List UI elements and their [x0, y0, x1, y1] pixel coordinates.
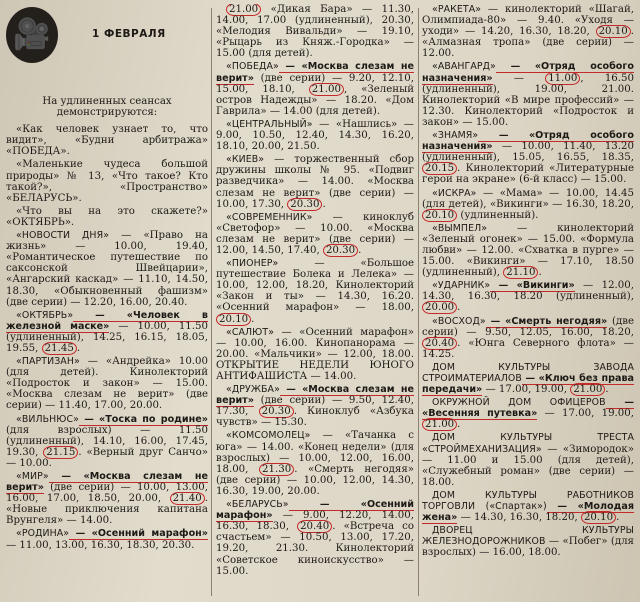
circled-time: 11.00: [545, 72, 580, 85]
cinema-listing: [6, 356, 208, 411]
listing-tail: . «Встреча со счастьем» — 10.50, 13.00, 17.20, 19.20, 21.30. Кинолекторий «Советское киноискусство» — 15.00.: [216, 521, 414, 577]
showtimes: — «Зимородок» — 11.00 и 15.00 (для детей), «Служебный роман» (две серии) — 18.00.: [422, 443, 634, 488]
listing-tail: .: [358, 244, 362, 256]
cinema-name: «УДАРНИК»: [432, 280, 491, 292]
showtimes: — торжественный сбор дружины школы № 95. «Подвиг разведчика» — 14.00. «Москва слезам не верит» (две серии) — 10.00, 17.30,: [216, 154, 414, 210]
circled-time: 21.00: [309, 83, 344, 96]
listing-tail: . «Верный друг Санчо» — 10.00.: [6, 446, 208, 469]
showtimes: «Как человек узнает то, что видит», «Будни арбитража» «ПОБЕДА».: [6, 124, 208, 158]
cinema-name: «ВОСХОД»: [432, 315, 486, 327]
cinema-listing: [216, 499, 414, 577]
cinema-listing: [6, 159, 208, 203]
cinema-listing: [6, 310, 208, 354]
listing-tail: .: [322, 198, 326, 210]
showtimes: — кинолекторий «Шагай, Олимпиада-80» — 9.40. «Уходя — уходи» — 14.20, 16.30, 18.20,: [422, 4, 634, 38]
section-header: [6, 4, 208, 66]
showtimes: — «Тачанка с юга» — 14.00. «Конец недели» (для взрослых) — 10.00, 12.00, 16.00, 18.00,: [216, 430, 414, 475]
circled-time: 20.10: [422, 209, 457, 222]
column-divider: [418, 8, 419, 596]
cinema-listing: [6, 230, 208, 308]
film-title: — «Весенняя путевка»: [422, 397, 634, 420]
listing-tail: .: [457, 302, 461, 314]
film-title: — «Отряд особого назначения»: [422, 130, 634, 153]
cinema-name: «РОДИНА»: [16, 528, 70, 540]
film-title: — «Тоска по родине»: [79, 413, 208, 425]
showtimes: «Маленькие чудеса большой природы» № 13, «Что такое? Кто такой?», «Пространство» «БЕЛАРУСЬ».: [6, 159, 208, 204]
cinema-name: «ОКТЯБРЬ»: [16, 309, 74, 321]
cinema-listing: [422, 61, 634, 128]
film-title: — «Отряд особого назначения»: [422, 61, 634, 84]
cinema-listing: [422, 4, 634, 59]
circled-time: 20.10: [596, 25, 631, 38]
listing-tail: (удлиненный).: [457, 209, 539, 221]
column-1: [6, 4, 208, 600]
cinema-listing: [422, 188, 634, 221]
showtimes: «Что вы на это скажете?» «ОКТЯБРЬ».: [6, 205, 208, 228]
listing-tail: . «Смерть негодяя» (две серии) — 10.00, 12.00, 14.30, 16.30, 19.00, 20.00.: [216, 463, 414, 497]
cinema-listing: [216, 4, 414, 59]
cinema-listing: [422, 223, 634, 278]
cinema-listing: [422, 316, 634, 360]
circled-time: 20.10: [216, 313, 251, 326]
cinema-listing: [216, 258, 414, 325]
cinema-listing: [6, 471, 208, 526]
showtimes: (две серии) — 9.20, 12.10, 15.00, 18.10,: [216, 72, 414, 95]
circled-time: 21.00: [226, 4, 261, 16]
circled-time: 20.30: [259, 405, 294, 418]
column-divider: [211, 8, 212, 596]
cinema-listing: [6, 124, 208, 157]
cinema-name: «БЕЛАРУСЬ»: [226, 499, 289, 511]
showtimes: (две серии) — 9.50, 12.05, 16.00, 18.20,: [422, 315, 634, 338]
listing-tail: . Кинолекторий «Литературные герои на экране» (6-й класс) — 15.00.: [422, 163, 634, 186]
cinema-listing: [422, 525, 634, 558]
showtimes: — киноклуб «Светофор» — 10.00. «Москва слезам не верит» (две серии) — 12.00, 14.50, 17.40,: [216, 211, 414, 256]
film-title: — «Осенний марафон»: [216, 499, 414, 522]
showtimes: — «Нашлись» — 9.00, 10.50, 12.40, 14.30, 16.20, 18.10, 20.00, 21.50.: [216, 118, 414, 153]
section-date: 1 ФЕВРАЛЯ: [92, 28, 166, 41]
listing-tail: , 16.50 (удлиненный), 19.00, 21.00. Кинолекторий «В мире профессий» — 12.30. Кинолекторий «Подросток и закон» — 15.00.: [422, 72, 634, 128]
circled-time: 21.40: [170, 492, 205, 505]
listing-group: [422, 4, 634, 559]
listing-tail: , «Зеленый остров Надежды» — 18.20. «Дом Гаврила» — 14.00 (для детей).: [216, 83, 414, 117]
showtimes: — «Побег» (для взрослых) — 16.00, 18.00.: [422, 536, 634, 559]
circled-time: 20.00: [422, 301, 457, 314]
listing-tail: .: [616, 512, 620, 524]
showtimes: (две серии) — 10.00, 13.00, 16.00, 17.00, 18.50, 20.00,: [6, 482, 208, 505]
showtimes: — 10.00, 11.50 (удлиненный), 14.25, 16.15, 18.05, 19.55,: [6, 320, 208, 354]
cinema-listing: [422, 490, 634, 523]
showtimes: — кинолекторий «Зеленый огонек» — 15.00. «Формула любви» — 12.00. «Схватка в пурге» — 15.00. «Викинги» — 17.10, 18.50 (удлиненный),: [422, 222, 634, 279]
circled-time: 20.40: [422, 337, 457, 350]
film-title: — «Москва слезам не верит»: [216, 384, 414, 407]
circled-time: 20.15: [422, 162, 457, 175]
listing-group: [6, 124, 208, 550]
cinema-listing: [6, 528, 208, 550]
cinema-name: «АВАНГАРД»: [432, 61, 496, 73]
cinema-name: «МИР»: [16, 471, 49, 482]
showtimes: — 9.00, 12.20, 14.00, 16.30, 18.30,: [216, 510, 414, 533]
intro-text: На удлиненных сеансах демонстрируются:: [42, 96, 172, 119]
cinema-name: ДВОРЕЦ КУЛЬТУРЫ ЖЕЛЕЗНОДОРОЖНИКОВ: [422, 525, 634, 548]
cinema-name: «КОМСОМОЛЕЦ»: [226, 430, 311, 442]
circled-time: 21.15: [43, 446, 78, 459]
circled-time: 21.45: [42, 342, 77, 355]
cinema-listing: [216, 154, 414, 209]
circled-time: 21.30: [259, 463, 294, 476]
circled-time: 21.00: [422, 418, 457, 431]
film-title: — «Москва слезам не верит»: [216, 61, 414, 84]
cinema-listing: [216, 119, 414, 152]
circled-time: 20.30: [323, 244, 358, 257]
showtimes: — «Мама» — 10.00, 14.45 (для детей), «Викинги» — 16.30, 18.20,: [422, 187, 634, 210]
film-title: — «Осенний марафон»: [69, 528, 208, 540]
showtimes: — 17.00, 19.00,: [482, 384, 571, 396]
cinema-name: «ИСКРА»: [432, 187, 477, 199]
cinema-name: ОКРУЖНОЙ ДОМ ОФИЦЕРОВ: [432, 397, 606, 409]
showtimes: — 11.00, 13.00, 16.30, 18.30, 20.30.: [6, 539, 195, 551]
listing-tail: .: [457, 419, 461, 431]
cinema-name: «СОВРЕМЕННИК»: [226, 211, 313, 223]
cinema-listing: [422, 130, 634, 185]
listing-tail: .: [605, 384, 609, 396]
film-title: — «Молодая жена»: [422, 501, 634, 524]
showtimes: (две серии) — 9.50, 12.40, 17.30,: [216, 395, 414, 418]
cinema-listing: [6, 414, 208, 469]
cinema-name: «ВЫМПЕЛ»: [432, 222, 488, 234]
cinema-name: «ВИЛЬНЮС»: [16, 413, 80, 425]
cinema-listing: [422, 397, 634, 430]
cinema-name: «НОВОСТИ ДНЯ»: [16, 230, 110, 242]
listing-group: [216, 4, 414, 577]
film-title: — «Человек в железной маске»: [6, 309, 208, 332]
listing-tail: .: [76, 342, 81, 354]
cinema-name: «САЛЮТ»: [226, 326, 275, 338]
column-2: [216, 4, 414, 600]
circled-time: 20.30: [287, 198, 322, 211]
cinema-name: «РАКЕТА»: [432, 4, 482, 15]
showtimes: — «Андрейка» 10.00 (для детей). Кинолекторий «Подросток и закон» — 15.00. «Москва слезам не верит» (две серии) — 11.40, 17.00, 20.00.: [6, 356, 208, 412]
listing-tail: . «Юнга Северного флота» — 14.25.: [422, 337, 634, 360]
cinema-listing: [216, 212, 414, 256]
showtimes: —: [492, 72, 546, 84]
showtimes: — 10.00, 11.40, 13.20 (удлиненный), 15.05, 16.55, 18.35,: [422, 141, 634, 164]
circled-time: 20.40: [297, 520, 332, 533]
listing-tail: .: [538, 267, 542, 279]
showtimes: — 14.30, 16.30, 18.20,: [457, 512, 581, 524]
showtimes: — 12.00, 14.30, 16.30, 18.20 (удлиненный),: [422, 280, 634, 303]
film-title: — «Москва слезам не верит»: [6, 471, 208, 494]
showtimes: — 17.00, 19.00,: [537, 408, 634, 420]
film-camera-icon: 🎥: [6, 7, 58, 63]
listing-tail: .: [251, 313, 255, 325]
cinema-name: ДОМ КУЛЬТУРЫ ЗАВОДА СТРОИМАТЕРИАЛОВ: [422, 361, 634, 384]
cinema-listing: [216, 384, 414, 428]
column-3: [422, 4, 634, 600]
cinema-name: «ПОБЕДА»: [226, 61, 279, 73]
cinema-name: «ЗНАМЯ»: [432, 130, 479, 142]
cinema-listing: [422, 362, 634, 395]
circled-time: 21.00: [570, 383, 605, 396]
circled-time: 21.10: [503, 266, 538, 279]
film-title: — «Смерть негодяя»: [485, 315, 608, 327]
cinema-name: ДОМ КУЛЬТУРЫ ТРЕСТА «СТРОЙМЕХАНИЗАЦИЯ»: [422, 432, 634, 455]
showtimes: — «Осенний марафон» — 10.00, 16.00. Кинопанорама — 20.00. «Мальчики» — 12.00, 18.00. ОТКРЫТИЕ НЕДЕЛИ ЮНОГО АНТИФАШИСТА — 14.00.: [216, 326, 414, 382]
circled-time: 20.10: [581, 511, 616, 524]
film-title: — «Викинги»: [490, 280, 575, 292]
cinema-listing: [6, 206, 208, 228]
listing-tail: . Киноклуб «Азбука чувств» — 15.30.: [216, 406, 414, 429]
cinema-name: «ПАРТИЗАН»: [16, 356, 80, 368]
showtimes: (для взрослых) — 11.50 (удлиненный), 14.10, 16.00, 17.45, 19.30,: [6, 424, 208, 458]
cinema-listing: [216, 61, 414, 116]
cinema-name: «ПИОНЕР»: [226, 258, 279, 270]
showtimes: — «Большое путешествие Болека и Лелека» — 10.00, 12.00, 18.20, Кинолекторий «Закон и ты» — 14.30, 16.20. «Осенний марафон» — 18.00,: [216, 258, 414, 314]
cinema-listing: [422, 432, 634, 487]
cinema-listing: [216, 327, 414, 382]
cinema-listing: [422, 280, 634, 313]
cinema-name: «ДРУЖБА»: [226, 384, 280, 396]
showtimes: — «Право на жизнь» — 10.00, 19.40, «Романтическое путешествие по саксонской Швейцарии», «Ангарский каскад» — 11.10, 14.50, 18.30, «Обыкновенный фашизм» (две серии) — 12.20, 16.00, 20.40.: [6, 230, 208, 308]
film-title: — «Ключ без права передачи»: [422, 373, 634, 396]
cinema-listing: [216, 430, 414, 497]
listing-tail: . «Алмазная тропа» (две серии) — 12.00.: [422, 26, 634, 60]
cinema-name: ДОМ КУЛЬТУРЫ РАБОТНИКОВ ТОРГОВЛИ («Спартак»): [422, 489, 634, 513]
showtimes: «Дикая Бара» — 11.30, 14.00, 17.00 (удлиненный), 20.30, «Мелодия Вивальди» — 19.10, «Рыцарь из Княж.-Городка» — 15.00 (для детей).: [216, 4, 414, 60]
listing-tail: . «Новые приключения капитана Врунгеля» — 14.00.: [6, 493, 208, 527]
cinema-name: «ЦЕНТРАЛЬНЫЙ»: [226, 118, 313, 130]
cinema-name: «КИЕВ»: [226, 154, 265, 166]
